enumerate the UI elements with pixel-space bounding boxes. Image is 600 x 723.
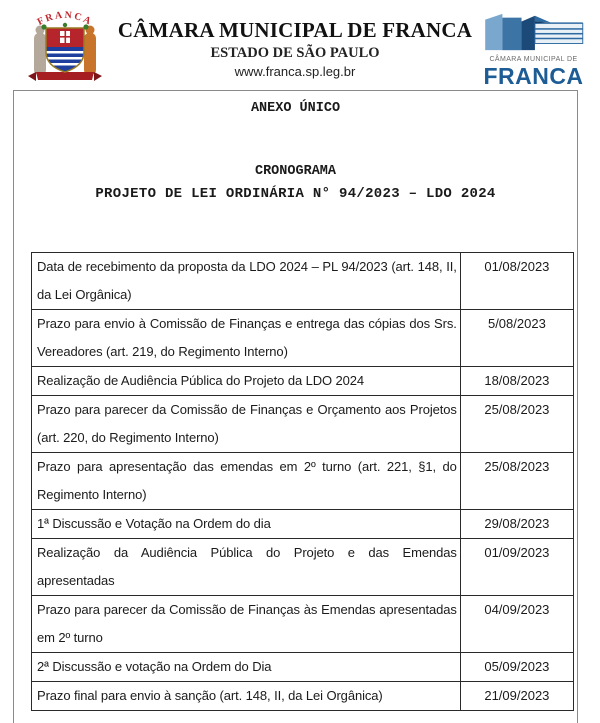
letterhead-text <box>100 18 490 80</box>
row-description: Prazo para envio à Comissão de Finanças e entrega das cópias dos Srs. Vereadores (art. 219, do Regimento Interno) <box>32 310 461 367</box>
row-date: 01/08/2023 <box>460 253 573 310</box>
franca-coat-of-arms-icon <box>24 6 106 84</box>
row-date: 29/08/2023 <box>460 510 573 539</box>
row-description: Prazo final para envio à sanção (art. 148, II, da Lei Orgânica) <box>32 682 461 711</box>
row-description: Prazo para apresentação das emendas em 2º turno (art. 221, §1, do Regimento Interno) <box>32 453 461 510</box>
project-title: PROJETO DE LEI ORDINÁRIA N° 94/2023 – LDO 2024 <box>95 186 496 202</box>
organization-title: CÂMARA MUNICIPAL DE FRANCA <box>117 18 473 42</box>
row-date: 18/08/2023 <box>460 367 573 396</box>
table-row <box>32 396 574 453</box>
table-row <box>32 653 574 682</box>
table-row <box>32 510 574 539</box>
table-row <box>32 539 574 596</box>
row-description: Realização de Audiência Pública do Projeto da LDO 2024 <box>32 367 461 396</box>
table-row <box>32 253 574 310</box>
annex-title: ANEXO ÚNICO <box>250 101 341 116</box>
camara-building-icon <box>477 10 590 54</box>
organization-subtitle: ESTADO DE SÃO PAULO <box>210 45 380 61</box>
organization-website: www.franca.sp.leg.br <box>234 64 356 79</box>
row-date: 5/08/2023 <box>460 310 573 367</box>
table-row <box>32 367 574 396</box>
schedule-table <box>31 252 574 711</box>
row-date: 25/08/2023 <box>460 396 573 453</box>
table-row <box>32 596 574 653</box>
logo-small-text: CÂMARA MUNICIPAL DE <box>489 56 578 63</box>
schedule-table-body <box>32 253 574 711</box>
row-description: 1ª Discussão e Votação na Ordem do dia <box>32 510 461 539</box>
row-date: 04/09/2023 <box>460 596 573 653</box>
schedule-title: CRONOGRAMA <box>254 164 336 179</box>
camara-franca-logo <box>477 10 590 88</box>
row-description: Prazo para parecer da Comissão de Finanças às Emendas apresentadas em 2º turno <box>32 596 461 653</box>
row-description: Data de recebimento da proposta da LDO 2024 – PL 94/2023 (art. 148, II, da Lei Orgânica) <box>32 253 461 310</box>
document-body-frame <box>13 90 578 723</box>
table-row <box>32 310 574 367</box>
row-description: Realização da Audiência Pública do Projeto e das Emendas apresentadas <box>32 539 461 596</box>
crest-banner-text: FRANCA <box>35 9 95 28</box>
row-date: 01/09/2023 <box>460 539 573 596</box>
row-date: 21/09/2023 <box>460 682 573 711</box>
table-row <box>32 682 574 711</box>
row-date: 05/09/2023 <box>460 653 573 682</box>
row-description: 2ª Discussão e votação na Ordem do Dia <box>32 653 461 682</box>
table-row <box>32 453 574 510</box>
logo-big-text: FRANCA <box>483 63 584 89</box>
row-description: Prazo para parecer da Comissão de Finanças e Orçamento aos Projetos (art. 220, do Regimento Interno) <box>32 396 461 453</box>
row-date: 25/08/2023 <box>460 453 573 510</box>
letterhead <box>0 0 600 88</box>
